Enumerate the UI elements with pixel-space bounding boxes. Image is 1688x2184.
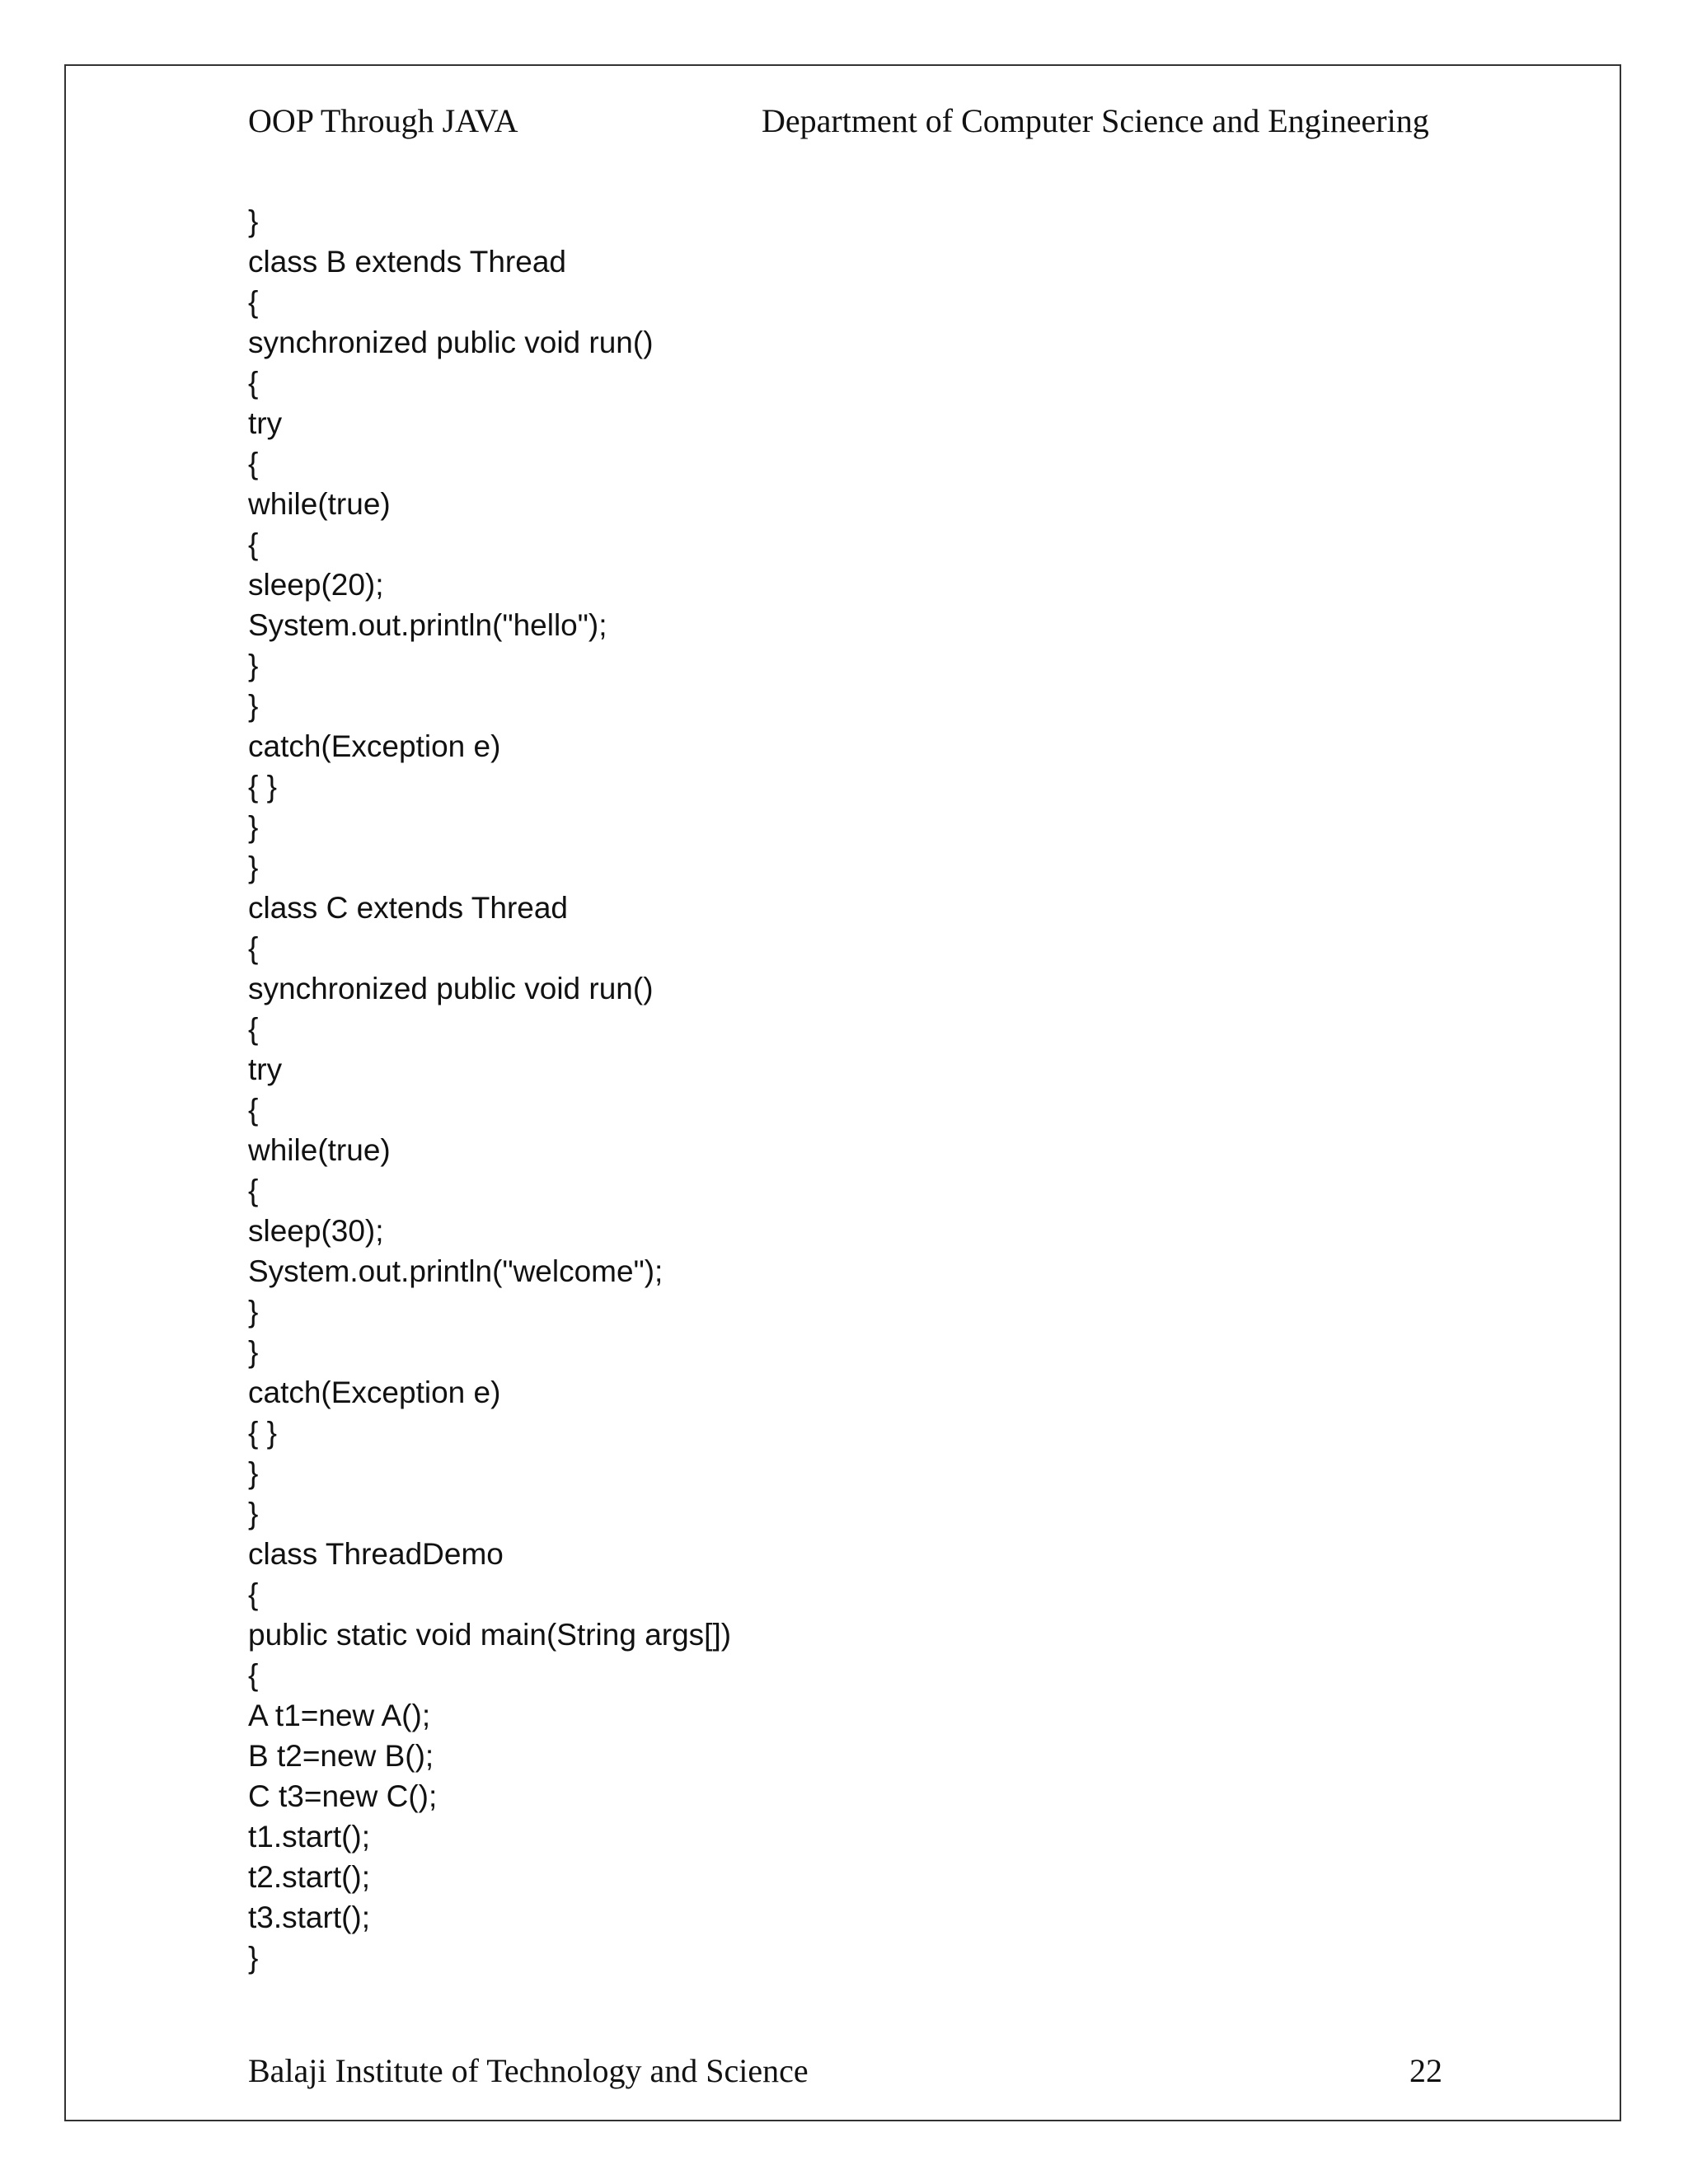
code-line: { xyxy=(248,1658,259,1692)
code-line: while(true) xyxy=(248,1133,391,1167)
code-line: sleep(30); xyxy=(248,1214,384,1248)
code-line: try xyxy=(248,406,283,440)
code-listing xyxy=(248,201,731,1978)
code-line: { xyxy=(248,285,259,319)
code-line: A t1=new A(); xyxy=(248,1699,431,1732)
code-line: sleep(20); xyxy=(248,568,384,602)
header-department: Department of Computer Science and Engineering xyxy=(762,102,1429,139)
code-line: t2.start(); xyxy=(248,1860,371,1894)
code-line: B t2=new B(); xyxy=(248,1739,434,1773)
code-line: C t3=new C(); xyxy=(248,1779,438,1813)
code-line: synchronized public void run() xyxy=(248,326,654,359)
header-course-title: OOP Through JAVA xyxy=(248,102,518,139)
code-line: class C extends Thread xyxy=(248,891,569,925)
code-line: t3.start(); xyxy=(248,1900,371,1934)
code-line: } xyxy=(248,810,259,844)
code-line: try xyxy=(248,1052,283,1086)
code-line: } xyxy=(248,204,259,238)
code-line: { xyxy=(248,1012,259,1046)
code-line: } xyxy=(248,1941,259,1975)
code-line: { xyxy=(248,931,259,965)
code-line: { xyxy=(248,1174,259,1207)
code-line: } xyxy=(248,1497,259,1530)
code-line: class B extends Thread xyxy=(248,245,566,279)
code-line: catch(Exception e) xyxy=(248,1376,501,1409)
code-line: { xyxy=(248,1093,259,1127)
code-line: } xyxy=(248,1335,259,1369)
code-line: } xyxy=(248,649,259,682)
code-line: System.out.println("hello"); xyxy=(248,608,607,642)
code-line: } xyxy=(248,1295,259,1329)
code-line: { xyxy=(248,527,259,561)
code-line: { } xyxy=(248,1416,277,1450)
code-line: { xyxy=(248,1577,259,1611)
code-line: while(true) xyxy=(248,487,391,521)
code-line: catch(Exception e) xyxy=(248,729,501,763)
code-line: } xyxy=(248,689,259,723)
code-line: } xyxy=(248,1456,259,1490)
code-line: { } xyxy=(248,770,277,804)
footer-institute: Balaji Institute of Technology and Science xyxy=(248,2052,809,2089)
code-line: public static void main(String args[]) xyxy=(248,1618,732,1652)
code-line: System.out.println("welcome"); xyxy=(248,1254,663,1288)
page-number: 22 xyxy=(1409,2052,1442,2089)
code-line: t1.start(); xyxy=(248,1820,371,1854)
code-line: } xyxy=(248,851,259,884)
code-line: { xyxy=(248,366,259,400)
code-line: synchronized public void run() xyxy=(248,972,654,1005)
code-line: class ThreadDemo xyxy=(248,1537,504,1571)
code-line: { xyxy=(248,447,259,480)
